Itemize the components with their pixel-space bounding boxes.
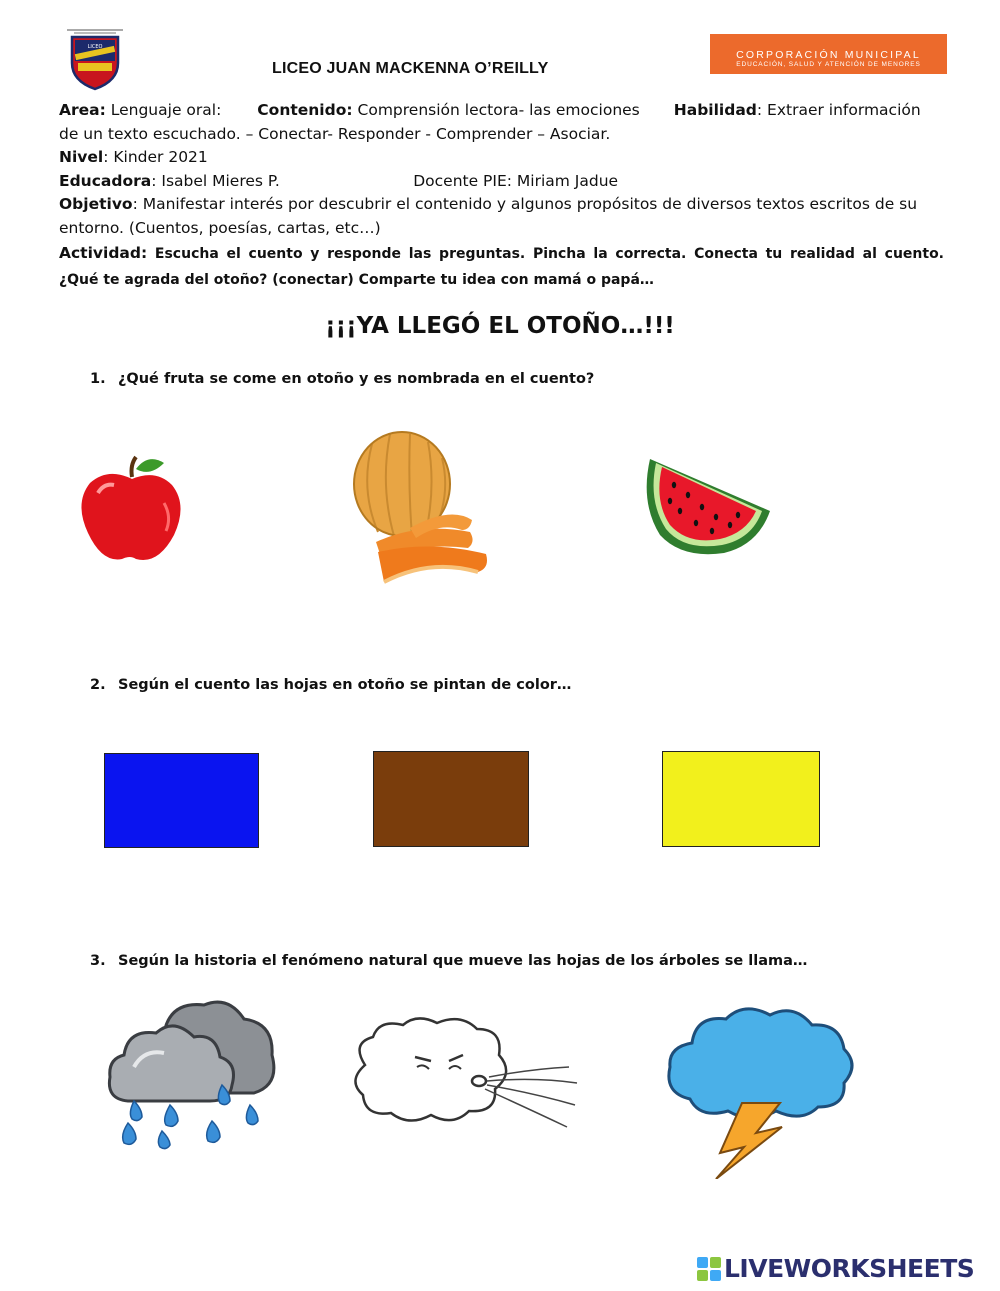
area-line <box>59 99 944 123</box>
habilidad-value: : Extraer información <box>756 101 921 119</box>
objetivo-line <box>59 193 944 240</box>
nivel-label: Nivel <box>59 148 104 166</box>
objetivo-label: Objetivo <box>59 195 133 213</box>
activity-info <box>59 99 944 293</box>
actividad-line <box>59 240 944 293</box>
educadora-label: Educadora <box>59 171 152 190</box>
school-crest-logo <box>62 27 128 91</box>
liveworksheets-logo <box>697 1254 974 1283</box>
school-name: LICEO JUAN MACKENNA O’REILLY <box>272 60 549 77</box>
actividad-value: Escucha el cuento y responde las preguntas. Pincha la correcta. Conecta tu realidad al cuento. ¿Qué te agrada del otoño? (conectar) Comparte tu idea con mamá o papá… <box>59 246 945 288</box>
habilidad-label: Habilidad <box>673 101 757 119</box>
contenido-label: Contenido: <box>257 101 353 119</box>
docente-pie: Docente PIE: Miriam Jadue <box>413 171 619 190</box>
wind-icon <box>345 1015 581 1143</box>
area-value: Lenguaje oral: <box>110 101 222 119</box>
area-label: Area: <box>59 101 106 119</box>
corporacion-municipal-logo <box>710 34 947 74</box>
question-3-text: Según la historia el fenómeno natural que mueve las hojas de los árboles se llama… <box>118 953 808 969</box>
question-2 <box>90 677 571 693</box>
question-3 <box>90 953 807 969</box>
question-2-text: Según el cuento las hojas en otoño se pintan de color… <box>118 677 572 693</box>
wind-option[interactable] <box>345 1015 581 1143</box>
watermelon-icon <box>640 455 774 559</box>
objetivo-value: : Manifestar interés por descubrir el contenido y algunos propósitos de diversos textos escritos de su entorno. (Cuentos, poesías, cartas, etc…) <box>59 195 918 237</box>
apple-option[interactable] <box>80 455 188 565</box>
liveworksheets-mark-icon <box>697 1257 721 1281</box>
educadora-line <box>59 170 944 194</box>
question-2-number: 2. <box>90 677 106 693</box>
question-1-text: ¿Qué fruta se come en otoño y es nombrada en el cuento? <box>118 371 595 387</box>
educadora-value: : Isabel Mieres P. <box>151 171 280 190</box>
corp-logo-line2: EDUCACIÓN, SALUD Y ATENCIÓN DE MENORES <box>736 61 921 68</box>
question-1-number: 1. <box>90 371 106 387</box>
yellow-color-option[interactable] <box>662 751 820 847</box>
brown-color-option[interactable] <box>373 751 529 847</box>
actividad-label: Actividad: <box>59 244 148 262</box>
nivel-line <box>59 146 944 170</box>
melon-option[interactable] <box>350 430 492 596</box>
corp-logo-line1: CORPORACIÓN MUNICIPAL <box>736 49 921 61</box>
storm-cloud-icon <box>662 1003 858 1179</box>
contenido-value: Comprensión lectora- las emociones <box>357 101 640 119</box>
melon-icon <box>350 430 492 596</box>
rain-cloud-icon <box>104 993 282 1153</box>
svg-text:LICEO: LICEO <box>87 44 103 50</box>
apple-icon <box>80 455 188 565</box>
question-3-number: 3. <box>90 953 106 969</box>
blue-color-option[interactable] <box>104 753 259 848</box>
habilidad-continued: de un texto escuchado. – Conectar- Responder - Comprender – Asociar. <box>59 124 611 143</box>
liveworksheets-brand: LIVEWORKSHEETS <box>724 1254 975 1283</box>
rain-cloud-option[interactable] <box>104 993 282 1153</box>
nivel-value: : Kinder 2021 <box>103 148 208 166</box>
watermelon-option[interactable] <box>640 455 774 559</box>
question-1 <box>90 371 594 387</box>
worksheet-title: ¡¡¡YA LLEGÓ EL OTOÑO…!!! <box>325 313 675 339</box>
storm-cloud-option[interactable] <box>662 1003 858 1179</box>
